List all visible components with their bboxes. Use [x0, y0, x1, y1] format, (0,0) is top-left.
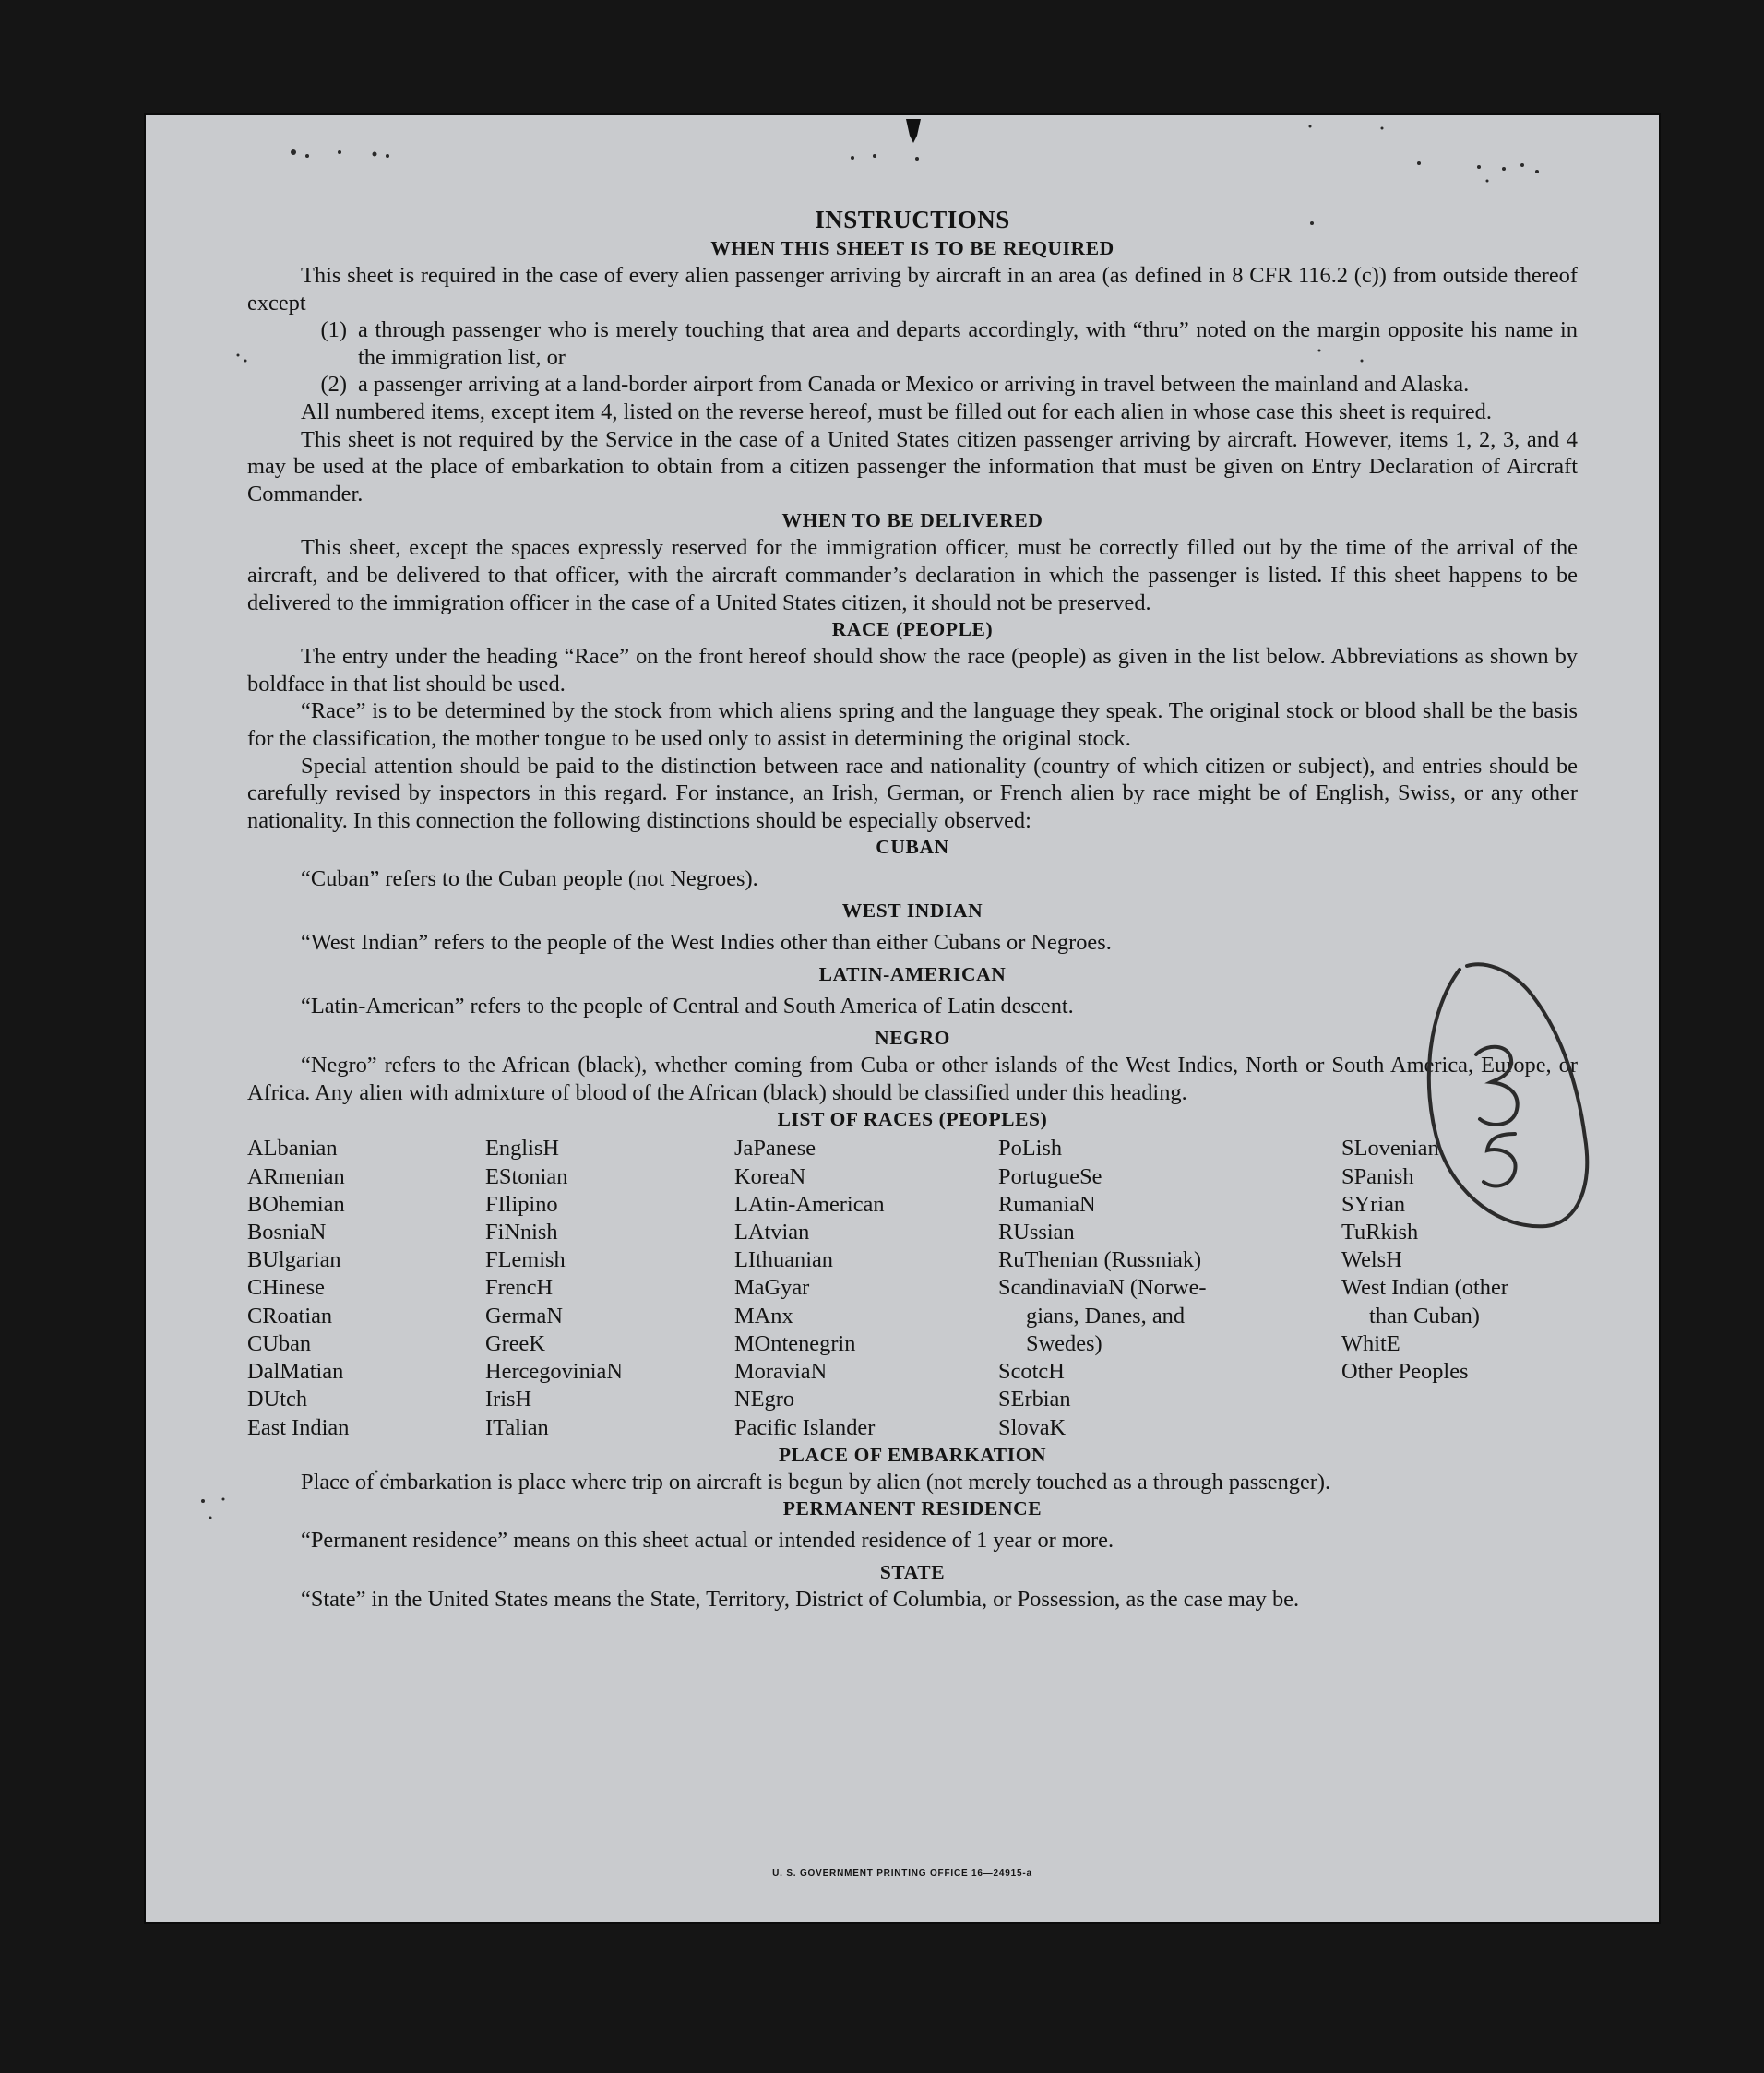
race-entry: MaGyar: [734, 1275, 810, 1301]
heading-west-indian: WEST INDIAN: [841, 899, 983, 923]
race-entry: DalMatian: [247, 1359, 344, 1385]
heading-place-of-embarkation: PLACE OF EMBARKATION: [778, 1443, 1047, 1466]
race-entry: FIlipino: [485, 1191, 558, 1217]
race-entry: SYrian: [1341, 1191, 1406, 1217]
race-entry: WhitE: [1341, 1330, 1400, 1356]
race-entry: CRoatian: [247, 1303, 333, 1328]
race-entry: BUlgarian: [247, 1247, 341, 1273]
races-column-3: [734, 1135, 998, 1441]
race-paragraph-3: Special attention should be paid to the distinction between race and nationality (country of which citizen or subject), and entries should be carefully revised by inspectors in this regard. For instance, an Irish, German, or French alien by race might be of English, Swiss, or any other nationality. In this connection the following distinctions should be especially observed:: [247, 753, 1578, 833]
printing-office-imprint: U. S. GOVERNMENT PRINTING OFFICE 16—24915-a: [772, 1868, 1032, 1878]
exception-number: (2): [320, 372, 347, 398]
race-paragraph-2: “Race” is to be determined by the stock from which aliens spring and the language they speak. The original stock or blood shall be the basis for the classification, the mother tongue to be used only to assist in determining the original stock.: [247, 698, 1578, 751]
race-entry: LAtvian: [734, 1220, 810, 1245]
race-entry: FLemish: [485, 1247, 566, 1273]
heading-race: RACE (PEOPLE): [831, 618, 994, 641]
west-indian-paragraph: “West Indian” refers to the people of the West Indies other than either Cubans or Negroes.: [301, 930, 1112, 956]
race-entry: MoraviaN: [734, 1359, 828, 1385]
races-column-4: [998, 1135, 1341, 1441]
race-entry: ALbanian: [247, 1136, 338, 1162]
required-paragraph-2: All numbered items, except item 4, listed on the reverse hereof, must be filled out for each alien in whose case this sheet is required.: [301, 399, 1492, 424]
race-entry: BOhemian: [247, 1191, 345, 1217]
race-paragraph-1: The entry under the heading “Race” on the front hereof should show the race (people) as given in the list below. Abbreviations as shown by boldface in that list should be used.: [247, 644, 1578, 697]
race-entry: GreeK: [485, 1330, 546, 1356]
race-entry: SLovenian: [1341, 1136, 1439, 1162]
race-entry: Other Peoples: [1341, 1359, 1469, 1385]
page-title: INSTRUCTIONS: [815, 206, 1010, 233]
race-entry: RuThenian (Russniak): [998, 1247, 1202, 1273]
exception-item-2: [247, 371, 1578, 399]
race-entry: FrencH: [485, 1275, 554, 1301]
latin-american-paragraph: “Latin-American” refers to the people of Central and South America of Latin descent.: [301, 994, 1074, 1019]
race-entry: PortugueSe: [998, 1163, 1102, 1189]
race-entry: CUban: [247, 1330, 312, 1356]
cuban-paragraph: “Cuban” refers to the Cuban people (not Negroes).: [301, 866, 758, 892]
race-entry: SPanish: [1341, 1163, 1414, 1189]
embarkation-paragraph: Place of embarkation is place where trip on aircraft is begun by alien (not merely touched as a through passenger).: [301, 1469, 1331, 1495]
race-entry: MOntenegrin: [734, 1330, 856, 1356]
required-paragraph-3: This sheet is not required by the Service in the case of a United States citizen passenger arriving by aircraft. However, items 1, 2, 3, and 4 may be used at the place of embarkation to obtain from a citizen passenger the information that must be given on Entry Declaration of Aircraft Commander.: [247, 426, 1578, 506]
heading-when-required: WHEN THIS SHEET IS TO BE REQUIRED: [710, 237, 1114, 259]
race-entry-continued-text: than Cuban): [1369, 1303, 1480, 1328]
race-entry-continued-text: Swedes): [1026, 1330, 1102, 1356]
race-entry-continuation: [998, 1303, 1341, 1330]
residence-paragraph: “Permanent residence” means on this sheet actual or intended residence of 1 year or more.: [301, 1528, 1114, 1554]
handwritten-circled-number: [1412, 953, 1592, 1239]
race-entry: NEgro: [734, 1387, 795, 1412]
race-entry: EStonian: [485, 1163, 568, 1189]
instructions-content: [247, 204, 1578, 1614]
race-entry: HercegoviniaN: [485, 1359, 623, 1385]
race-entry: JaPanese: [734, 1136, 816, 1162]
race-entry-continuation: [998, 1330, 1341, 1358]
document-sheet: [146, 115, 1659, 1922]
exception-item-1: [247, 316, 1578, 371]
race-entry: EnglisH: [485, 1136, 559, 1162]
race-entry: BosniaN: [247, 1220, 327, 1245]
race-entry: ITalian: [485, 1414, 549, 1440]
race-entry: RumaniaN: [998, 1191, 1096, 1217]
heading-when-delivered: WHEN TO BE DELIVERED: [781, 509, 1043, 532]
race-entry: Pacific Islander: [734, 1414, 876, 1440]
state-paragraph: “State” in the United States means the State, Territory, District of Columbia, or Possession, as the case may be.: [301, 1587, 1300, 1613]
race-entry-continued-text: gians, Danes, and: [1026, 1303, 1186, 1328]
exception-text: a through passenger who is merely touching that area and departs accordingly, with “thru” noted on the margin opposite his name in the immigration list, or: [358, 317, 1578, 370]
races-column-1: [247, 1135, 485, 1441]
exception-text: a passenger arriving at a land-border airport from Canada or Mexico or arriving in travel between the mainland and Alaska.: [358, 372, 1470, 398]
race-entry: ARmenian: [247, 1163, 345, 1189]
race-entry: CHinese: [247, 1275, 325, 1301]
race-entry: MAnx: [734, 1303, 793, 1328]
negro-paragraph: “Negro” refers to the African (black), whether coming from Cuba or other islands of the West Indies, North or South America, Europe, or Africa. Any alien with admixture of blood of the African (black) should be classified under this heading.: [247, 1053, 1578, 1105]
race-entry-continuation: [1341, 1303, 1578, 1330]
heading-cuban: CUBAN: [876, 836, 949, 859]
race-entry: PoLish: [998, 1136, 1063, 1162]
heading-permanent-residence: PERMANENT RESIDENCE: [782, 1497, 1043, 1520]
race-entry: SlovaK: [998, 1414, 1067, 1440]
heading-negro: NEGRO: [875, 1027, 950, 1050]
heading-latin-american: LATIN-AMERICAN: [818, 963, 1007, 986]
races-column-2: [485, 1135, 734, 1441]
race-entry: FiNnish: [485, 1220, 558, 1245]
delivered-paragraph: This sheet, except the spaces expressly reserved for the immigration officer, must be correctly filled out by the time of the arrival of the aircraft, and be delivered to that officer, with the aircraft commander’s declaration in which the passenger is listed. If this sheet happens to be delivered to the immigration officer in the case of a United States citizen, it should not be preserved.: [247, 535, 1578, 615]
race-entry: DUtch: [247, 1387, 308, 1412]
race-entry: KoreaN: [734, 1163, 806, 1189]
race-entry: East Indian: [247, 1414, 350, 1440]
race-entry: LAtin-American: [734, 1191, 885, 1217]
exception-number: (1): [320, 317, 347, 343]
race-entry: TuRkish: [1341, 1220, 1419, 1245]
race-entry: WelsH: [1341, 1247, 1402, 1273]
heading-state: STATE: [879, 1561, 946, 1584]
race-entry: ScandinaviaN (Norwe-: [998, 1275, 1207, 1301]
race-entry: ScotcH: [998, 1359, 1065, 1385]
race-entry: SErbian: [998, 1387, 1071, 1412]
race-entry: West Indian (other: [1341, 1275, 1508, 1301]
heading-list-of-races: LIST OF RACES (PEOPLES): [777, 1108, 1048, 1131]
race-entry: LIthuanian: [734, 1247, 834, 1273]
race-entry: RUssian: [998, 1220, 1075, 1245]
race-entry: GermaN: [485, 1303, 563, 1328]
required-paragraph-1: This sheet is required in the case of every alien passenger arriving by aircraft in an area (as defined in 8 CFR 116.2 (c)) from outside thereof except: [247, 263, 1578, 316]
race-entry: IrisH: [485, 1387, 532, 1412]
races-table: [247, 1135, 1578, 1441]
